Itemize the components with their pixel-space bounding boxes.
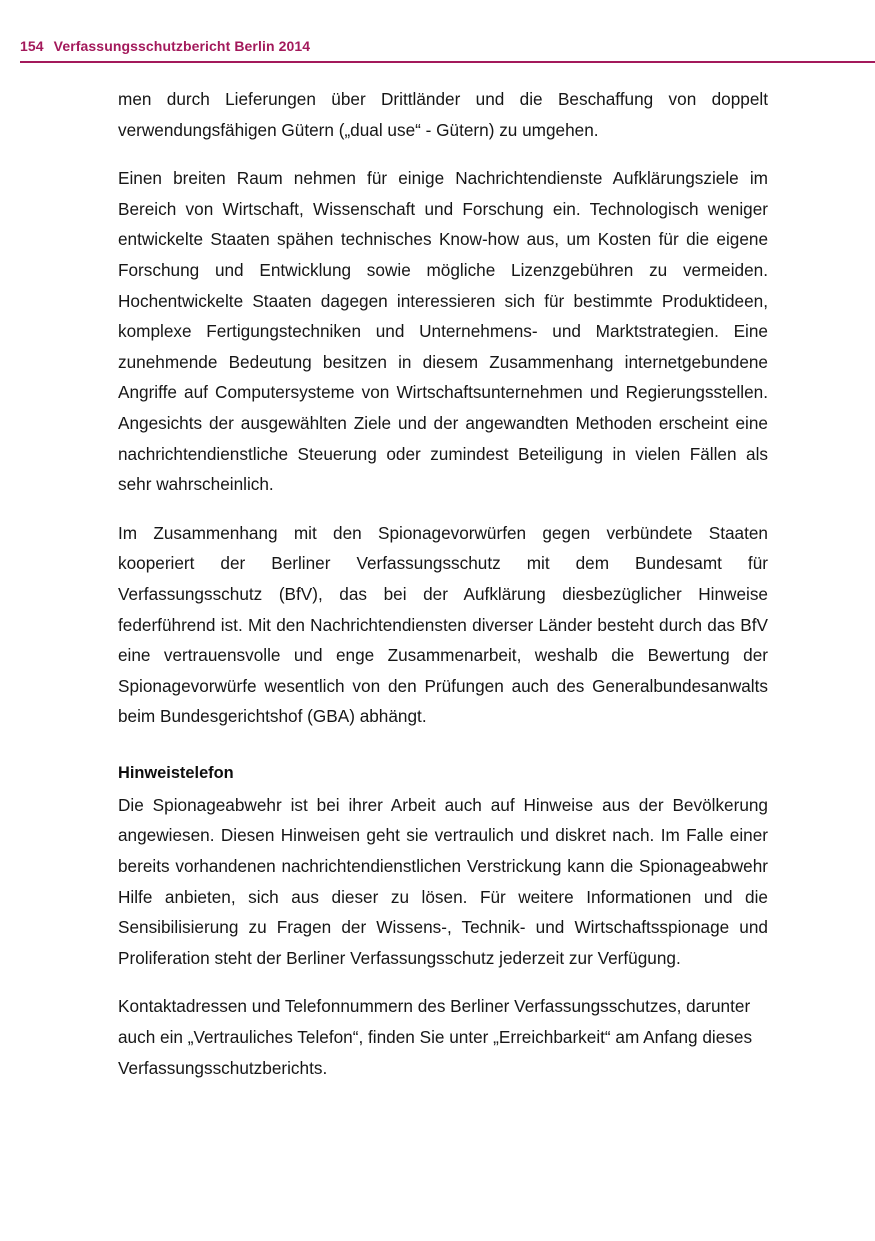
page-number: 154 bbox=[20, 38, 44, 54]
paragraph: men durch Lieferungen über Drittländer und die Beschaffung von doppelt verwendungsfähigen Gütern („dual use“ - Gütern) zu umgehen. bbox=[118, 89, 768, 140]
header-title: Verfassungsschutzbericht Berlin 2014 bbox=[53, 38, 311, 54]
section-heading: Hinweistelefon bbox=[118, 763, 234, 782]
paragraph: Im Zusammenhang mit den Spionagevorwürfen gegen verbündete Staaten kooperiert der Berliner Verfassungsschutz mit dem Bundesamt für Verfassungsschutz (BfV), das bei der Aufklärung diesbezüglicher Hinweise federführend ist. Mit den Nachrichtendiensten diverser Länder besteht durch das BfV eine vertrauensvolle und enge Zusammenarbeit, weshalb die Bewertung der Spionagevorwürfe wesentlich von den Prüfungen auch des Generalbundesanwalts beim Bundesgerichtshof (GBA) abhängt. bbox=[118, 522, 768, 727]
paragraph: Kontaktadressen und Telefonnummern des Berliner Verfassungsschutzes, darunter auch ein „Vertrauliches Telefon“, finden Sie unter „Erreichbarkeit“ am Anfang dieses Verfassungsschutzberichts. bbox=[118, 996, 753, 1078]
header-divider bbox=[20, 61, 875, 63]
paragraph: Einen breiten Raum nehmen für einige Nachrichtendienste Aufklärungsziele im Bereich von Wirtschaft, Wissenschaft und Forschung ein. Technologisch weniger entwickelte Staaten spähen technisches Know-how aus, um Kosten für die eigene Forschung und Entwicklung sowie mögliche Lizenzgebühren zu vermeiden. Hochentwickelte Staaten dagegen interessieren sich für bestimmte Produktideen, komplexe Fertigungstechniken und Unternehmens- und Marktstrategien. Eine zunehmende Bedeutung besitzen in diesem Zusammenhang internetgebundene Angriffe auf Computersysteme von Wirtschaftsunternehmen und Regierungsstellen. Angesichts der ausgewählten Ziele und der angewandten Methoden erscheint eine nachrichtendienstliche Steuerung oder zumindest Beteiligung in vielen Fällen als sehr wahrscheinlich. bbox=[118, 168, 768, 495]
page-header bbox=[20, 38, 855, 54]
paragraph: Die Spionageabwehr ist bei ihrer Arbeit auch auf Hinweise aus der Bevölkerung angewiesen. Diesen Hinweisen geht sie vertraulich und diskret nach. Im Falle einer bereits vorhandenen nachrichtendienstlichen Verstrickung kann die Spionageabwehr Hilfe anbieten, sich aus dieser zu lösen. Für weitere Informationen und die Sensibilisierung zu Fragen der Wissens-, Technik- und Wirtschaftsspionage und Proliferation steht der Berliner Verfassungsschutz jederzeit zur Verfügung. bbox=[118, 794, 768, 968]
page-content bbox=[118, 84, 768, 1101]
